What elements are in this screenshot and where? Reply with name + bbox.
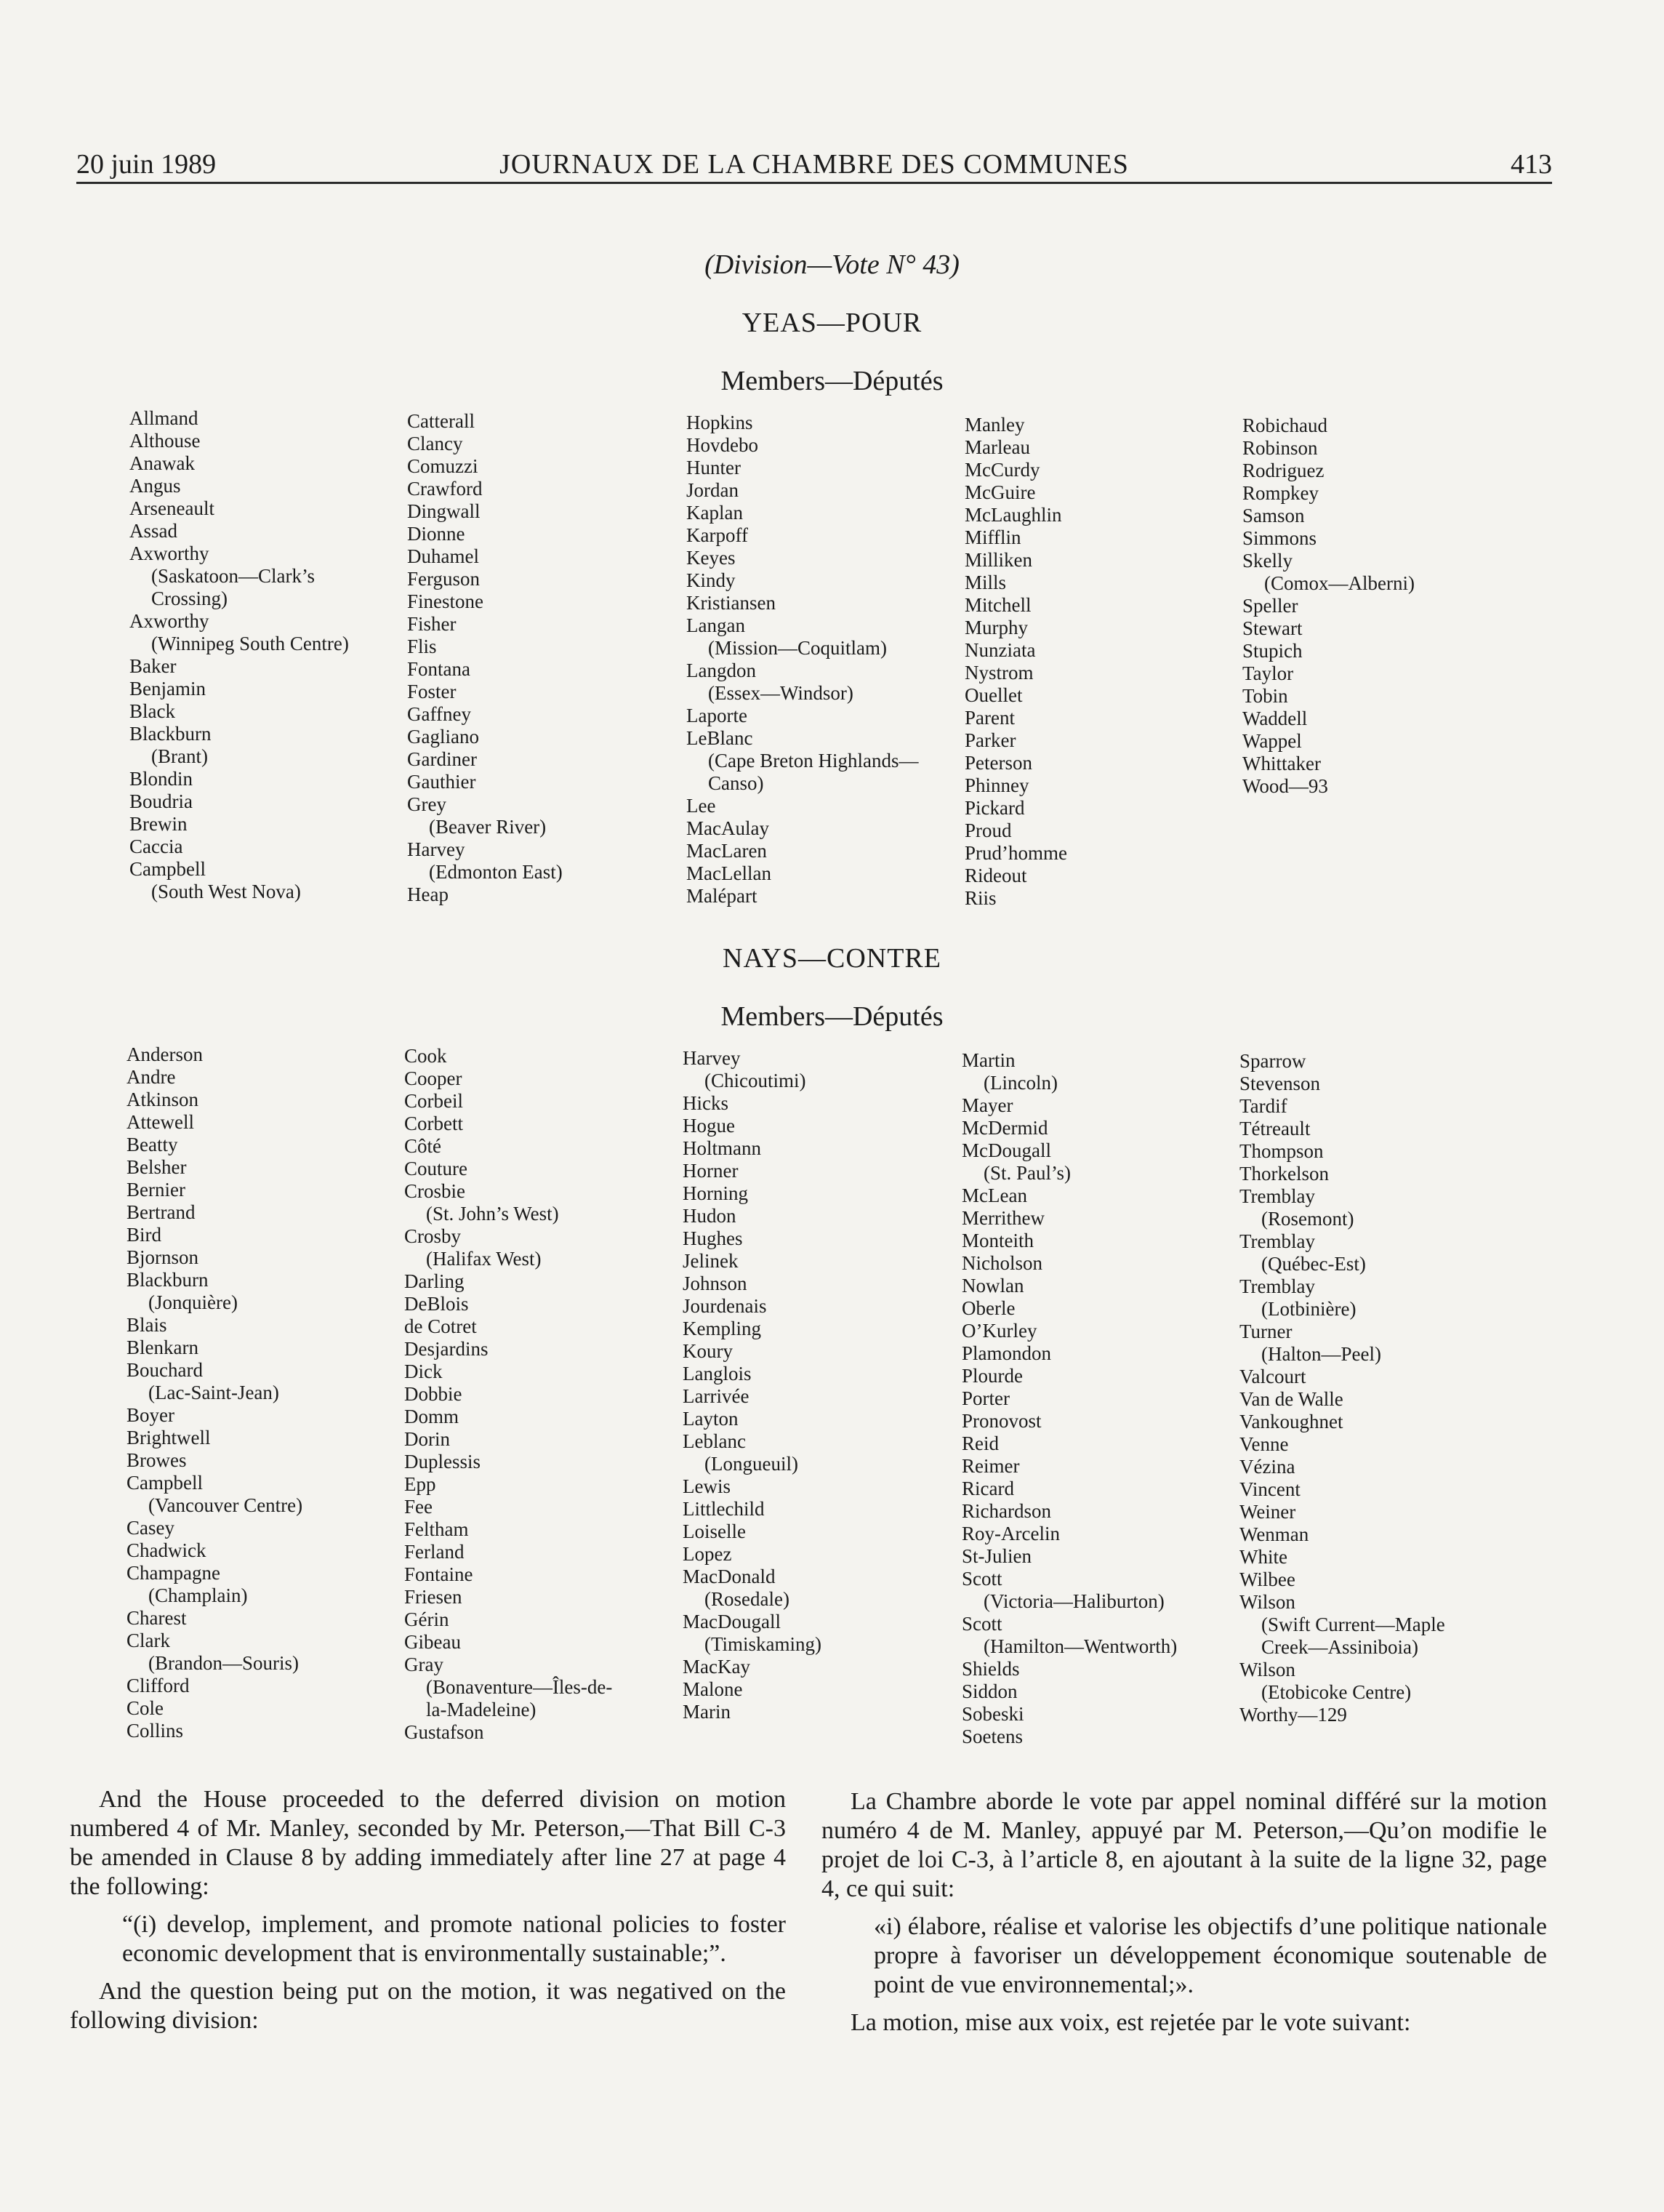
member-name: Jourdenais [683,1295,767,1317]
member-name: Blenkarn [126,1337,198,1358]
member-name: Rodriguez [1242,460,1325,481]
member-name: Prud’homme [965,842,1067,864]
member-name: McCurdy [965,459,1040,481]
member-name: Clifford [126,1675,190,1696]
member-name: Sobeski [962,1703,1024,1725]
member-name: Gérin [404,1608,449,1630]
member-name: Skelly [1242,550,1293,572]
member-name: MacLaren [686,840,767,862]
member-name: Blondin [129,768,193,790]
member-name: Axworthy [129,610,209,632]
member-name: Catterall [407,410,475,432]
member-name: Ricard [962,1478,1014,1499]
member-riding: (Hamilton—Wentworth) [984,1635,1178,1657]
header-title: JOURNAUX DE LA CHAMBRE DES COMMUNES [499,149,1129,180]
member-name: Duhamel [407,545,479,567]
member-name: Marleau [965,436,1030,458]
member-name: O’Kurley [962,1320,1037,1342]
member-name: McDermid [962,1117,1048,1139]
member-name: Turner [1239,1321,1293,1342]
member-name: Mitchell [965,594,1032,616]
member-name: Reimer [962,1455,1020,1477]
member-riding: (Edmonton East) [429,861,563,883]
member-name: Lee [686,795,716,817]
member-riding: (Swift Current—Maple [1261,1614,1445,1635]
member-name: Hicks [683,1092,728,1114]
member-name: Hunter [686,457,741,478]
member-name: MacDonald [683,1566,776,1587]
member-name: Koury [683,1340,733,1362]
member-name: Vankoughnet [1239,1411,1343,1432]
member-name: Atkinson [126,1089,199,1110]
member-name: Stewart [1242,617,1303,639]
member-name: Fontana [407,658,470,680]
member-name: Vincent [1239,1478,1301,1500]
member-name: Sparrow [1239,1050,1306,1072]
member-name: Attewell [126,1111,194,1133]
french-text [821,1787,1547,2046]
member-name: Clancy [407,433,463,454]
member-name: Hogue [683,1115,735,1137]
member-name: Brightwell [126,1427,211,1448]
member-name: Gardiner [407,748,477,770]
member-name: Leblanc [683,1430,746,1452]
yeas-members-subheading: Members—Députés [720,366,944,396]
member-name: Heap [407,883,449,905]
member-name: Foster [407,681,457,702]
member-name: Nystrom [965,662,1034,684]
member-name: Côté [404,1135,441,1157]
member-name: Axworthy [129,542,209,564]
member-name: Fee [404,1496,433,1518]
member-name: Horning [683,1182,748,1204]
member-name: Nunziata [965,639,1036,661]
member-name: Keyes [686,547,736,569]
french-paragraph-1: La Chambre aborde le vote par appel nominal différé sur la motion numéro 4 de M. Manley, appuyé par M. Peterson,—Qu’on modifie le projet de loi C-3, à l’article 8, en ajoutant à la suite de la ligne 32, page 4, ce qui suit: [821,1788,1547,1902]
member-name: Andre [126,1066,176,1088]
member-name: Bertrand [126,1201,196,1223]
member-name: Siddon [962,1680,1018,1702]
member-name: McLaughlin [965,504,1062,526]
member-name: Loiselle [683,1520,746,1542]
member-riding: (Winnipeg South Centre) [151,633,349,654]
member-riding: (Champlain) [148,1584,248,1606]
french-paragraph-2: La motion, mise aux voix, est rejetée par le vote suivant: [851,2009,1411,2036]
member-name: Langdon [686,660,756,681]
member-name: Rideout [965,865,1027,886]
member-name: Porter [962,1387,1010,1409]
member-name: Browes [126,1449,187,1471]
member-name: Chadwick [126,1539,206,1561]
member-name: Mills [965,572,1007,593]
division-title: (Division—Vote N° 43) [704,249,960,280]
member-name: Karpoff [686,524,748,546]
member-name: Thorkelson [1239,1163,1329,1185]
member-name: Crawford [407,478,483,500]
member-name: MacLellan [686,862,771,884]
member-name: Weiner [1239,1501,1296,1523]
member-name: Assad [129,520,177,542]
member-name: Fontaine [404,1563,473,1585]
nays-heading: NAYS—CONTRE [723,943,941,974]
member-name: LeBlanc [686,727,753,749]
nays-column-1 [126,1043,302,1742]
member-name: Arseneault [129,497,214,519]
member-name: Shields [962,1658,1020,1680]
member-riding: (Comox—Alberni) [1264,572,1415,594]
nays-column-4 [962,1049,1177,1748]
member-name: Murphy [965,617,1028,638]
member-name: Black [129,700,175,722]
member-riding: (Vancouver Centre) [148,1494,303,1516]
member-name: Darling [404,1270,465,1292]
member-name: Wilson [1239,1591,1295,1613]
member-name: Angus [129,475,181,497]
member-name: Gustafson [404,1721,484,1743]
member-name: Wenman [1239,1523,1309,1545]
member-name: Hughes [683,1227,743,1249]
member-name: Couture [404,1158,467,1179]
member-name: Jordan [686,479,739,501]
member-name: Caccia [129,835,183,857]
member-name: Dingwall [407,500,481,522]
member-name: Bernier [126,1179,185,1201]
nays-column-2 [404,1045,612,1744]
member-riding: (Bonaventure—Îles-de- [426,1676,613,1698]
member-name: Plamondon [962,1342,1052,1364]
member-name: Tobin [1242,685,1288,707]
member-name: Campbell [126,1472,203,1494]
english-quote: “(i) develop, implement, and promote national policies to foster economic development that is environmentally sustainable;”. [122,1911,786,1967]
member-name: Vézina [1239,1456,1295,1478]
member-name: DeBlois [404,1293,469,1315]
member-name: McDougall [962,1139,1051,1161]
member-name: Phinney [965,774,1029,796]
member-name: Flis [407,636,437,657]
member-name: McLean [962,1185,1027,1206]
page-header [76,145,1552,184]
yeas-column-4 [965,414,1067,910]
member-name: Gray [404,1654,443,1675]
member-name: Ferguson [407,568,481,590]
yeas-heading: YEAS—POUR [741,308,923,338]
member-riding: (Lac-Saint-Jean) [148,1382,279,1403]
member-riding: Crossing) [151,588,228,609]
member-name: Simmons [1242,527,1317,549]
member-name: Worthy—129 [1239,1704,1347,1726]
member-riding: (South West Nova) [151,881,301,902]
member-name: Dionne [407,523,465,545]
member-name: Tardif [1239,1095,1287,1117]
member-name: Mifflin [965,526,1021,548]
member-name: Campbell [129,858,206,880]
member-name: Blackburn [126,1269,209,1291]
english-text [70,1785,786,2044]
member-name: Hovdebo [686,434,758,456]
member-name: Finestone [407,590,483,612]
member-name: Hopkins [686,412,753,433]
member-name: Pickard [965,797,1025,819]
member-riding: (St. Paul’s) [984,1162,1072,1184]
member-riding: (Victoria—Haliburton) [984,1590,1165,1612]
member-name: Van de Walle [1239,1388,1343,1410]
french-quote: «i) élabore, réalise et valorise les objectifs d’une politique nationale propre à favoriser un développement économique soutenable de point de vue environnemental;». [874,1913,1547,1998]
member-name: Charest [126,1607,187,1629]
member-name: Lewis [683,1475,731,1497]
member-name: Hudon [683,1205,736,1227]
member-riding: (Lotbinière) [1261,1298,1356,1320]
yeas-column-2 [407,410,563,906]
member-riding: (Saskatoon—Clark’s [151,565,315,587]
nays-column-3 [683,1047,821,1723]
member-name: Harvey [407,838,465,860]
member-name: Stupich [1242,640,1303,662]
member-riding: la-Madeleine) [426,1699,536,1720]
member-name: Parent [965,707,1015,729]
member-name: Boyer [126,1404,174,1426]
member-name: Dick [404,1361,443,1382]
member-name: Allmand [129,407,198,429]
member-name: Reid [962,1432,999,1454]
member-name: Tétreault [1239,1118,1311,1139]
member-name: McGuire [965,481,1036,503]
member-name: Malone [683,1678,743,1700]
member-name: Fisher [407,613,457,635]
member-riding: (Longueuil) [704,1453,798,1475]
member-name: Collins [126,1720,184,1742]
member-riding: (Halifax West) [426,1248,542,1270]
member-name: Thompson [1239,1140,1324,1162]
member-name: Richardson [962,1500,1051,1522]
member-name: Baker [129,655,177,677]
yeas-column-5 [1242,414,1415,798]
member-name: Kaplan [686,502,743,524]
member-name: Milliken [965,549,1032,571]
member-name: Layton [683,1408,739,1430]
member-name: Althouse [129,430,201,452]
member-name: Mayer [962,1094,1013,1116]
member-name: Grey [407,793,446,815]
member-name: Dobbie [404,1383,462,1405]
member-name: Blackburn [129,723,212,745]
member-name: Bird [126,1224,162,1246]
member-name: Corbeil [404,1090,463,1112]
member-name: Wappel [1242,730,1302,752]
member-name: Kindy [686,569,736,591]
member-name: MacAulay [686,817,769,839]
member-name: Boudria [129,790,193,812]
member-name: MacDougall [683,1611,781,1632]
member-name: Duplessis [404,1451,481,1472]
member-name: Brewin [129,813,188,835]
member-name: Valcourt [1239,1366,1306,1387]
member-riding: (Mission—Coquitlam) [708,637,888,659]
member-riding: (Brandon—Souris) [148,1652,299,1674]
member-name: Wilbee [1239,1568,1295,1590]
member-name: Jelinek [683,1250,739,1272]
member-riding: (Timiskaming) [704,1633,822,1655]
member-name: Tremblay [1239,1185,1316,1207]
member-name: Gauthier [407,771,476,793]
member-name: Marin [683,1701,731,1723]
member-name: Parker [965,729,1016,751]
member-name: Tremblay [1239,1230,1316,1252]
member-name: Friesen [404,1586,462,1608]
member-name: White [1239,1546,1287,1568]
member-name: Soetens [962,1726,1023,1747]
member-name: Roy-Arcelin [962,1523,1060,1544]
member-name: Kempling [683,1318,761,1339]
member-name: Proud [965,820,1012,841]
member-name: Bouchard [126,1359,203,1381]
member-name: Bjornson [126,1246,199,1268]
member-name: Comuzzi [407,455,478,477]
member-name: Cole [126,1697,164,1719]
member-name: Oberle [962,1297,1016,1319]
member-name: Dorin [404,1428,450,1450]
member-name: Venne [1239,1433,1289,1455]
english-paragraph-1: And the House proceeded to the deferred division on motion numbered 4 of Mr. Manley, seconded by Mr. Peterson,—That Bill C-3 be amended in Clause 8 by adding immediately after line 27 at page 4 the following: [70,1786,786,1900]
member-riding: (Beaver River) [429,816,547,838]
member-name: Plourde [962,1365,1023,1387]
member-name: Rompkey [1242,482,1319,504]
member-name: Crosbie [404,1180,465,1202]
yeas-column-1 [129,407,349,903]
member-name: Tremblay [1239,1275,1316,1297]
member-name: Anderson [126,1043,203,1065]
member-name: Cooper [404,1067,462,1089]
member-riding: Creek—Assiniboia) [1261,1636,1418,1658]
english-paragraph-2: And the question being put on the motion, it was negatived on the following division: [70,1978,786,2034]
member-name: Robinson [1242,437,1318,459]
member-name: Crosby [404,1225,462,1247]
member-name: Holtmann [683,1137,761,1159]
member-name: Domm [404,1406,459,1427]
member-name: Belsher [126,1156,187,1178]
member-name: Littlechild [683,1498,765,1520]
member-name: Cook [404,1045,447,1067]
member-name: Kristiansen [686,592,776,614]
member-name: Scott [962,1613,1002,1635]
member-riding: (Rosedale) [704,1588,789,1610]
member-name: Malépart [686,885,757,907]
page-number: 413 [1511,149,1552,180]
member-name: Blais [126,1314,167,1336]
member-name: Samson [1242,505,1305,526]
member-name: Gagliano [407,726,479,748]
member-name: Whittaker [1242,753,1321,774]
member-name: Gaffney [407,703,471,725]
member-name: Lopez [683,1543,732,1565]
member-name: Wilson [1239,1659,1295,1680]
member-name: Monteith [962,1230,1034,1251]
member-name: Ferland [404,1541,465,1563]
member-riding: (Essex—Windsor) [708,682,853,704]
member-name: Martin [962,1049,1016,1071]
member-riding: (Jonquière) [148,1291,238,1313]
member-name: Larrivée [683,1385,749,1407]
member-name: MacKay [683,1656,750,1678]
member-name: Harvey [683,1047,741,1069]
nays-column-5 [1239,1050,1445,1726]
member-name: Anawak [129,452,195,474]
member-name: Taylor [1242,662,1294,684]
member-name: Nicholson [962,1252,1042,1274]
member-name: Desjardins [404,1338,489,1360]
member-name: Beatty [126,1134,178,1155]
member-name: Epp [404,1473,436,1495]
member-riding: (Etobicoke Centre) [1261,1681,1412,1703]
member-name: Champagne [126,1562,220,1584]
member-name: Laporte [686,705,747,726]
member-riding: (Chicoutimi) [704,1070,806,1091]
member-name: St-Julien [962,1545,1032,1567]
member-name: Johnson [683,1273,747,1294]
member-riding: (St. John’s West) [426,1203,559,1225]
member-riding: (Halton—Peel) [1261,1343,1381,1365]
member-riding: (Lincoln) [984,1072,1058,1094]
member-name: Langlois [683,1363,752,1384]
member-name: Gibeau [404,1631,461,1653]
member-name: Riis [965,887,997,909]
member-name: Casey [126,1517,174,1539]
member-name: Speller [1242,595,1298,617]
member-name: Clark [126,1630,170,1651]
member-name: Langan [686,614,745,636]
member-name: Manley [965,414,1025,436]
member-name: Scott [962,1568,1002,1590]
member-name: Pronovost [962,1410,1042,1432]
member-name: Waddell [1242,708,1308,729]
member-name: Peterson [965,752,1032,774]
member-name: Ouellet [965,684,1023,706]
member-riding: Canso) [708,772,764,794]
yeas-column-3 [686,412,918,907]
member-name: Robichaud [1242,414,1327,436]
member-name: Merrithew [962,1207,1045,1229]
member-name: Wood—93 [1242,775,1328,797]
member-name: Nowlan [962,1275,1024,1297]
nays-members-subheading: Members—Députés [720,1001,944,1032]
member-riding: (Québec-Est) [1261,1253,1366,1275]
member-riding: (Brant) [151,745,208,767]
member-name: Corbett [404,1113,463,1134]
member-name: Benjamin [129,678,206,700]
member-name: Horner [683,1160,739,1182]
member-name: de Cotret [404,1315,477,1337]
member-riding: (Cape Breton Highlands— [708,750,919,772]
header-date: 20 juin 1989 [76,149,217,180]
member-name: Stevenson [1239,1073,1320,1094]
member-name: Feltham [404,1518,469,1540]
member-riding: (Rosemont) [1261,1208,1354,1230]
